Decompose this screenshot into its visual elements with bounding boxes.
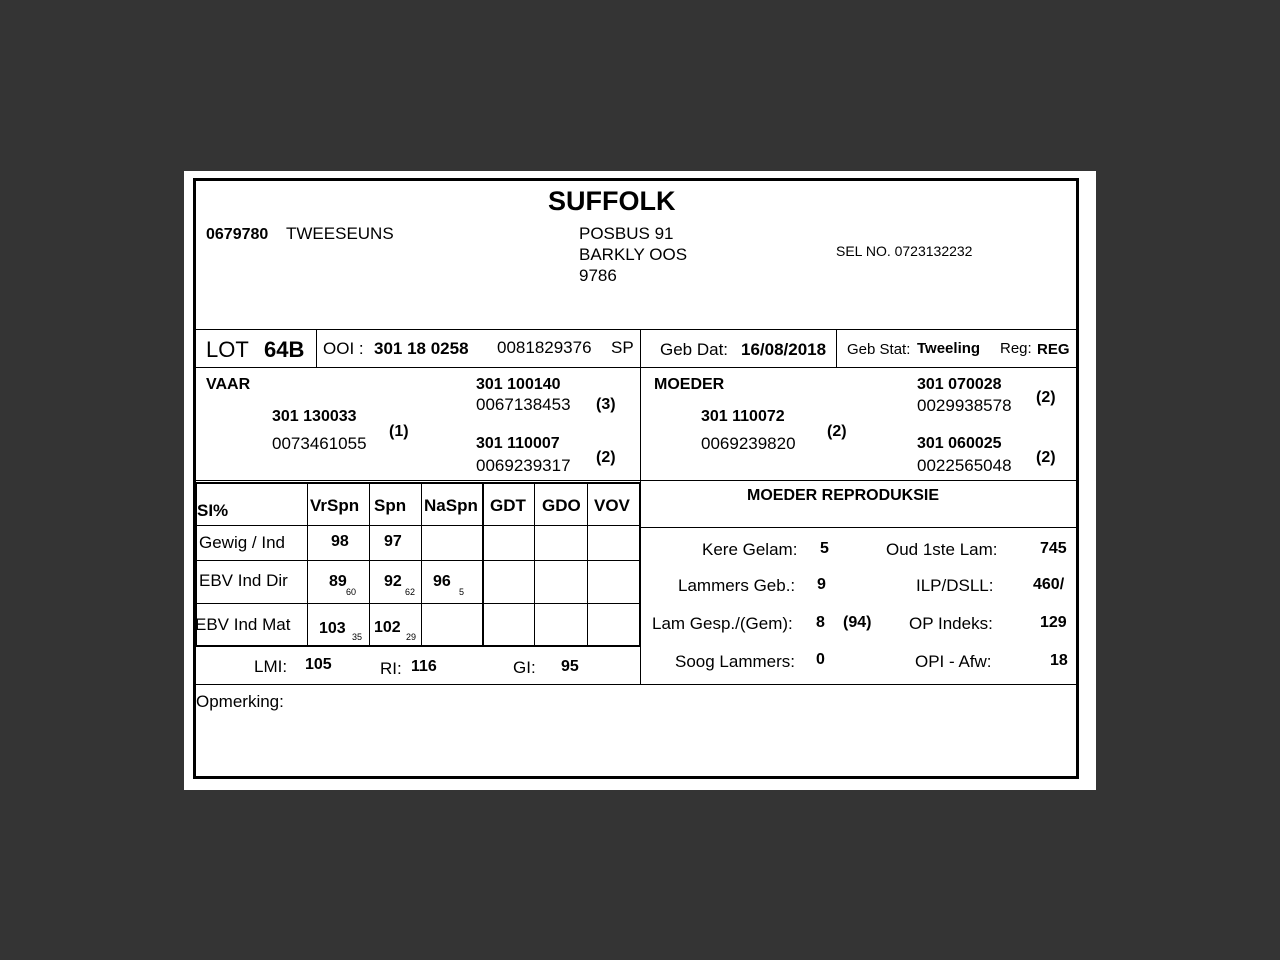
sire-title: VAAR <box>206 376 251 393</box>
col-naspn: NaSpn <box>424 496 478 515</box>
gi-value: 95 <box>561 658 579 675</box>
col-si: SI% <box>197 501 229 520</box>
dam-sire-count: (2) <box>1036 389 1056 406</box>
dir-spn-acc: 62 <box>405 587 416 597</box>
kere-label: Kere Gelam: <box>702 540 798 559</box>
sire-count: (1) <box>389 423 409 440</box>
owner-name: TWEESEUNS <box>286 224 394 243</box>
sire-sire-reg: 0067138453 <box>476 395 571 414</box>
ooi-id: 301 18 0258 <box>374 339 469 358</box>
gesp-label: Lam Gesp./(Gem): <box>652 614 793 633</box>
ooi-label: OOI : <box>323 339 364 358</box>
mat-vrspn: 103 <box>319 620 346 637</box>
dir-naspn-acc: 5 <box>459 587 465 597</box>
lmi-value: 105 <box>305 656 332 673</box>
op-value: 129 <box>1040 614 1067 631</box>
lot-label: LOT <box>206 337 249 362</box>
birth-status: Tweeling <box>917 340 981 357</box>
sire-dam-id: 301 110007 <box>476 435 560 452</box>
remark-label: Opmerking: <box>196 692 284 711</box>
soog-value: 0 <box>816 651 825 668</box>
col-gdt: GDT <box>490 496 526 515</box>
dam-sire-id: 301 070028 <box>917 376 1002 393</box>
border-right <box>1076 178 1079 779</box>
sire-dam-reg: 0069239317 <box>476 456 571 475</box>
dam-id: 301 110072 <box>701 408 785 425</box>
col-gdo: GDO <box>542 496 581 515</box>
address-line-1: POSBUS 91 <box>579 224 674 243</box>
dam-dam-id: 301 060025 <box>917 435 1002 452</box>
col-vrspn: VrSpn <box>310 496 360 515</box>
ooi-reg: 0081829376 <box>497 338 592 357</box>
row-label-gewig: Gewig / Ind <box>199 533 285 552</box>
mat-vrspn-acc: 35 <box>352 632 363 642</box>
birth-status-label: Geb Stat: <box>847 341 911 358</box>
border-bottom <box>193 776 1079 779</box>
cell-number: SEL NO. 0723132232 <box>836 243 973 259</box>
opi-label: OPI - Afw: <box>915 652 992 671</box>
dir-spn: 92 <box>384 573 402 590</box>
dir-vrspn-acc: 60 <box>346 587 357 597</box>
dam-count: (2) <box>827 423 847 440</box>
address-line-3: 9786 <box>579 266 617 285</box>
row-label-mat: EBV Ind Mat <box>195 615 291 634</box>
reg-label: Reg: <box>1000 340 1032 357</box>
dir-naspn: 96 <box>433 573 451 590</box>
sire-sire-count: (3) <box>596 396 616 413</box>
reg-status: REG <box>1037 341 1070 358</box>
ri-value: 116 <box>411 658 437 675</box>
col-spn: Spn <box>374 496 407 515</box>
dam-reg: 0069239820 <box>701 434 796 453</box>
repro-title: MOEDER REPRODUKSIE <box>747 487 940 504</box>
op-label: OP Indeks: <box>909 614 993 633</box>
dam-sire-reg: 0029938578 <box>917 396 1012 415</box>
mat-spn: 102 <box>374 619 401 636</box>
gi-label: GI: <box>513 658 536 677</box>
gewig-vrspn: 98 <box>331 533 349 550</box>
lot-number: 64B <box>264 337 305 362</box>
mat-spn-acc: 29 <box>406 632 417 642</box>
sire-id: 301 130033 <box>272 408 357 425</box>
row-label-dir: EBV Ind Dir <box>199 571 288 590</box>
ilp-value: 460/ <box>1033 576 1065 593</box>
kere-value: 5 <box>820 540 829 557</box>
sire-sire-id: 301 100140 <box>476 376 561 393</box>
ri-label: RI: <box>380 659 402 678</box>
soog-label: Soog Lammers: <box>675 652 795 671</box>
dir-vrspn: 89 <box>329 573 347 590</box>
lammers-value: 9 <box>817 576 826 593</box>
lmi-label: LMI: <box>254 657 288 676</box>
ooi-suffix: SP <box>611 338 634 357</box>
breed-title: SUFFOLK <box>548 186 676 216</box>
gem-value: (94) <box>843 614 872 631</box>
sire-dam-count: (2) <box>596 449 616 466</box>
gesp-value: 8 <box>816 614 825 631</box>
birth-date-label: Geb Dat: <box>660 340 729 359</box>
dam-dam-count: (2) <box>1036 449 1056 466</box>
address-line-2: BARKLY OOS <box>579 245 688 264</box>
opi-value: 18 <box>1050 652 1068 669</box>
border-left <box>193 178 196 779</box>
dam-dam-reg: 0022565048 <box>917 456 1012 475</box>
lammers-label: Lammers Geb.: <box>678 576 796 595</box>
birth-date: 16/08/2018 <box>741 340 827 359</box>
gewig-spn: 97 <box>384 533 402 550</box>
ilp-label: ILP/DSLL: <box>916 576 994 595</box>
dam-title: MOEDER <box>654 376 725 393</box>
sire-reg: 0073461055 <box>272 434 367 453</box>
oud-value: 745 <box>1040 540 1067 557</box>
owner-code: 0679780 <box>206 226 269 243</box>
border-top <box>193 178 1079 181</box>
sale-card <box>184 171 1096 790</box>
oud-label: Oud 1ste Lam: <box>886 540 998 559</box>
col-vov: VOV <box>594 496 630 515</box>
